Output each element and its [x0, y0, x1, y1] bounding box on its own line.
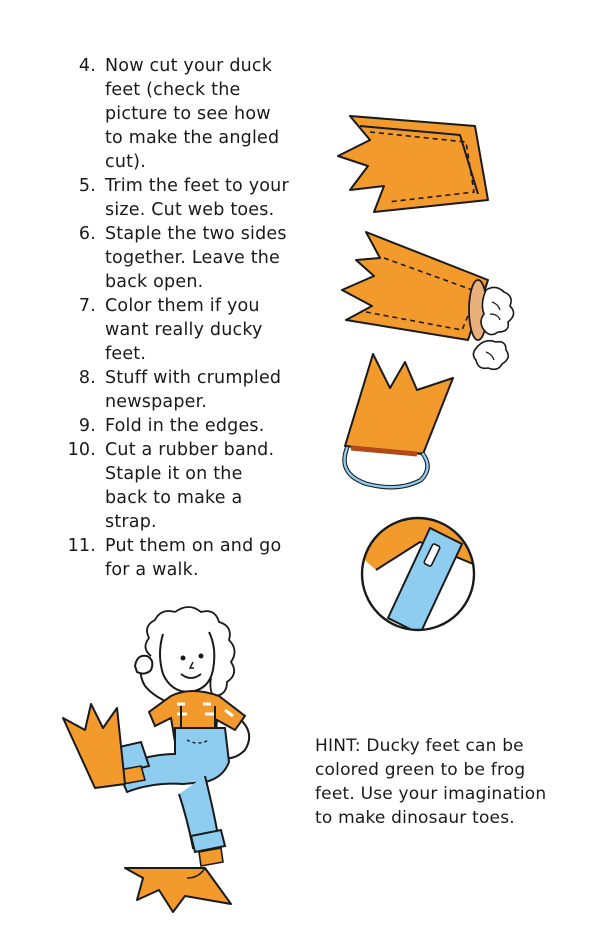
strap-detail-icon [358, 514, 478, 634]
step-number: 7. [78, 296, 96, 316]
instruction-list [60, 54, 310, 582]
step-number: 5. [78, 176, 96, 196]
step-number: 10. [67, 440, 96, 460]
step-text: Put them on and go for a walk. [105, 536, 282, 580]
step-9 [60, 414, 310, 438]
child-wearing-duck-feet-icon [55, 600, 295, 920]
step-number: 6. [78, 224, 96, 244]
cut-foot-icon [330, 108, 500, 218]
step-7 [60, 294, 310, 366]
step-text: Fold in the edges. [105, 416, 265, 436]
step-5 [60, 174, 310, 222]
step-text: Stuff with crumpled newspaper. [105, 368, 282, 412]
step-text: Cut a rubber band. Staple it on the back to make a strap. [105, 440, 275, 532]
step-text: Staple the two sides together. Leave the back open. [105, 224, 287, 292]
step-text: Trim the feet to your size. Cut web toes. [105, 176, 289, 220]
step-text: Now cut your duck feet (check the picture to see how to make the angled cut). [105, 56, 280, 172]
step-4 [60, 54, 310, 174]
step-number: 4. [78, 56, 96, 76]
step-number: 11. [67, 536, 96, 556]
step-10 [60, 438, 310, 534]
step-number: 8. [78, 368, 96, 388]
step-8 [60, 366, 310, 414]
step-number: 9. [78, 416, 96, 436]
hint-text: HINT: Ducky feet can be colored green to be frog feet. Use your imagination to make dinosaur toes. [315, 736, 547, 828]
step-6 [60, 222, 310, 294]
step-11 [60, 534, 310, 582]
stuffed-foot-with-strap-icon [335, 350, 465, 495]
step-text: Color them if you want really ducky feet. [105, 296, 263, 364]
